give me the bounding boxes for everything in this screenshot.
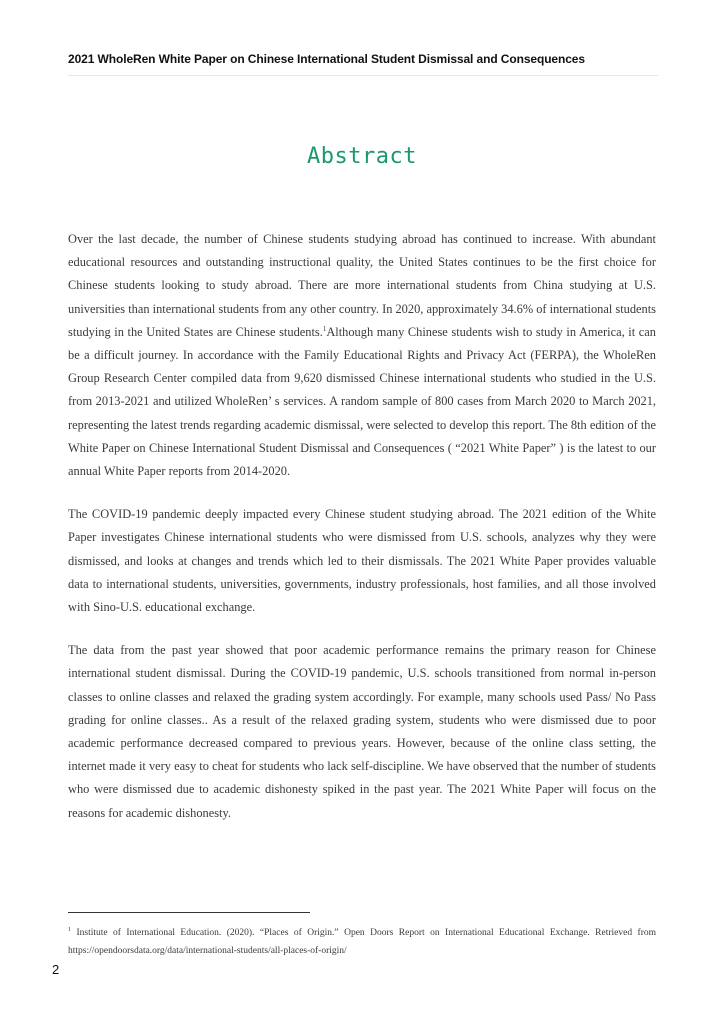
footnote	[68, 924, 656, 960]
footnote-reference[interactable]: 1	[322, 324, 327, 333]
running-header: 2021 WholeRen White Paper on Chinese International Student Dismissal and Consequences	[68, 52, 585, 66]
paragraph-3: The data from the past year showed that poor academic performance remains the primary reason for Chinese international student dismissal. During the COVID-19 pandemic, U.S. schools transitioned from normal in-person classes to online classes and relaxed the grading system accordingly. For example, many schools used Pass/ No Pass grading for online classes.. As a result of the relaxed grading system, students who were dismissed due to poor academic performance decreased compared to previous years. However, because of the online class setting, the internet made it very easy to cheat for students who lack self-discipline. We have observed that the number of students who were dismissed due to academic dishonesty spiked in the past year. The 2021 White Paper will focus on the reasons for academic dishonesty.	[68, 643, 656, 820]
footnote-text: Institute of International Education. (2020). “Places of Origin.” Open Doors Report on International Educational Exchange. Retrieved from https://opendoorsdata.org/data/international-students/all-places-of-origin/	[68, 928, 656, 956]
paragraph-1	[68, 228, 656, 483]
page-number: 2	[52, 962, 60, 977]
footnote-divider	[68, 912, 310, 913]
paragraph-1-text-b: Although many Chinese students wish to study in America, it can be a difficult journey. In accordance with the Family Educational Rights and Privacy Act (FERPA), the WholeRen Group Research Center compiled data from 9,620 dismissed Chinese international students who studied in the U.S. from 2013-2021 and utilized WholeRen’ s services. A random sample of 800 cases from March 2020 to March 2021, representing the latest trends regarding academic dismissal, were selected to develop this report. The 8th edition of the White Paper on Chinese International Student Dismissal and Consequences ( “2021 White Paper” ) is the latest to our annual White Paper reports from 2014-2020.	[68, 324, 656, 479]
header-divider	[68, 75, 658, 76]
page-title: Abstract	[307, 144, 417, 169]
paragraph-1-text-a: Over the last decade, the number of Chinese students studying abroad has continued to increase. With abundant educational resources and outstanding instructional quality, the United States continues to be the first choice for Chinese students looking to study abroad. There are more international students from China studying at U.S. universities than international students from any other country. In 2020, approximately 34.6% of international students studying in the United States are Chinese students.	[68, 232, 656, 339]
footnote-number: 1	[68, 927, 71, 933]
paragraph-2: The COVID-19 pandemic deeply impacted every Chinese student studying abroad. The 2021 edition of the White Paper investigates Chinese international students who were dismissed from U.S. schools, analyzes why they were dismissed, and looks at changes and trends which led to their dismissals. The 2021 White Paper provides valuable data to international students, universities, governments, industry professionals, host families, and all those involved with Sino-U.S. educational exchange.	[68, 507, 656, 615]
abstract-body	[68, 228, 656, 845]
